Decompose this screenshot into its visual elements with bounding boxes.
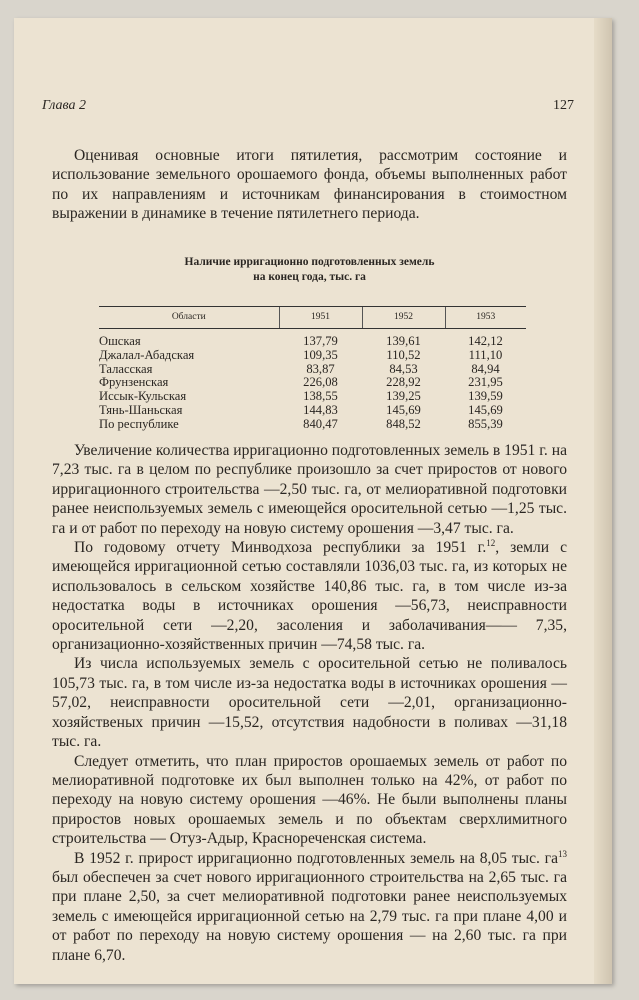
region-name: По республике xyxy=(99,416,179,431)
footnote-ref-12: 12 xyxy=(486,538,496,549)
region-name: Тянь-Шаньская xyxy=(99,402,183,417)
region-name: Таласская xyxy=(99,361,153,376)
value-1952: 848,52 xyxy=(386,416,421,431)
body-text xyxy=(52,441,567,965)
region-name: Иссык-Кульская xyxy=(99,389,187,404)
table-row xyxy=(99,363,526,377)
paragraph-text: В 1952 г. прирост ирригационно подготовленных земель на 8,05 тыс. га xyxy=(74,849,558,867)
value-1952: 110,52 xyxy=(386,347,421,362)
table-title xyxy=(52,255,567,285)
region-name: Джалал-Абадская xyxy=(99,347,195,362)
column-header-region: Области xyxy=(99,307,279,329)
table-row xyxy=(99,390,526,404)
value-1951: 138,55 xyxy=(303,389,338,404)
value-1953: 139,59 xyxy=(468,389,503,404)
paragraph-text: , земли с имеющейся ирригационной сетью составляли 1036,03 тыс. га, из которых не использовалось в сельском хозяйстве 140,86 тыс. га, в том числе из-за недостатка воды в источниках орошения —56,73, неисправности оросительной сети —2,20, засоления и заболачивания—— 7,35, организационно-хозяйственных причин —74,58 тыс. га. xyxy=(52,539,567,654)
page-gutter xyxy=(594,18,612,984)
table-title-line-2: на конец года, тыс. га xyxy=(253,271,366,283)
paragraph-unwatered: Из числа используемых земель с оросительной сетью не поливалось 105,73 тыс. га, в том числе из-за недостатка воды в источниках орошения — 57,02, неисправности оросительной сети —2,01, организационно-хозяйственых причин —15,52, отсутствия надобности в поливах —31,18 тыс. га. xyxy=(52,655,567,751)
column-header-1951: 1951 xyxy=(279,307,362,329)
table-title-line-1: Наличие ирригационно подготовленных земель xyxy=(184,256,435,268)
footnote-ref-13: 13 xyxy=(558,848,567,859)
irrigated-land-table xyxy=(99,306,526,432)
paragraph-text: был обеспечен за счет нового ирригационного строительства на 2,65 тыс. га при плане 2,50, за счет мелиоративной подготовки ранее неиспользуемых земель с имеющейся ирригационной сетью на 2,79 тыс. га при плане 4,00 и от работ по переходу на новую систему орошения — на 2,60 тыс. га при плане 6,70. xyxy=(52,868,567,964)
value-1952: 228,92 xyxy=(386,375,421,390)
book-page xyxy=(14,18,612,984)
paragraph-annual-report xyxy=(52,538,567,654)
column-header-1952: 1952 xyxy=(362,307,445,329)
page-number: 127 xyxy=(553,98,574,113)
paragraph-plan: Следует отметить, что план приростов орошаемых земель от работ по мелиоративной подготовке их был выполнен только на 42%, от работ по переходу на новую систему орошения —46%. Не были выполнены планы приростов новых орошаемых земель и по объектам сверхлимитного строительства — Отуз-Адыр, Краснореченская система. xyxy=(52,752,567,848)
value-1952: 139,61 xyxy=(386,334,421,348)
table-row xyxy=(99,404,526,418)
paragraph-1952 xyxy=(52,849,567,965)
value-1952: 139,25 xyxy=(386,389,421,404)
value-1951: 137,79 xyxy=(303,334,338,348)
value-1953: 855,39 xyxy=(468,416,503,431)
intro-paragraph: Оценивая основные итоги пятилетия, рассмотрим состояние и использование земельного орошаемого фонда, объемы выполненных работ по их направлениям и источникам финансирования в стоимостном выражении в динамике в течение пятилетнего периода. xyxy=(52,147,567,223)
column-header-1953: 1953 xyxy=(445,307,526,329)
table-total-row xyxy=(99,418,526,432)
value-1951: 109,35 xyxy=(303,347,338,362)
value-1951: 83,87 xyxy=(306,361,335,376)
value-1952: 84,53 xyxy=(389,361,418,376)
value-1953: 231,95 xyxy=(468,375,503,390)
table-row xyxy=(99,349,526,363)
value-1953: 84,94 xyxy=(471,361,500,376)
value-1953: 142,12 xyxy=(468,334,503,348)
paragraph-text: По годовому отчету Минводхоза республики за 1951 г. xyxy=(74,539,487,557)
value-1952: 145,69 xyxy=(386,402,421,417)
table-header-row xyxy=(99,307,526,329)
chapter-label: Глава 2 xyxy=(42,98,86,113)
paragraph-increase: Увеличение количества ирригационно подготовленных земель в 1951 г. на 7,23 тыс. га в целом по республике произошло за счет приростов от нового ирригационного строительства —2,50 тыс. га, от мелиоративной подготовки ранее неиспользуемых земель с имеющейся оросительной сетью —1,25 тыс. га и от работ по переходу на новую систему орошения —3,47 тыс. га. xyxy=(52,442,567,537)
value-1951: 144,83 xyxy=(303,402,338,417)
table-row xyxy=(99,329,526,349)
region-name: Ошская xyxy=(99,334,141,348)
value-1953: 111,10 xyxy=(468,347,503,362)
value-1953: 145,69 xyxy=(468,402,503,417)
region-name: Фрунзенская xyxy=(99,375,169,390)
value-1951: 840,47 xyxy=(303,416,338,431)
table-row xyxy=(99,376,526,390)
value-1951: 226,08 xyxy=(303,375,338,390)
